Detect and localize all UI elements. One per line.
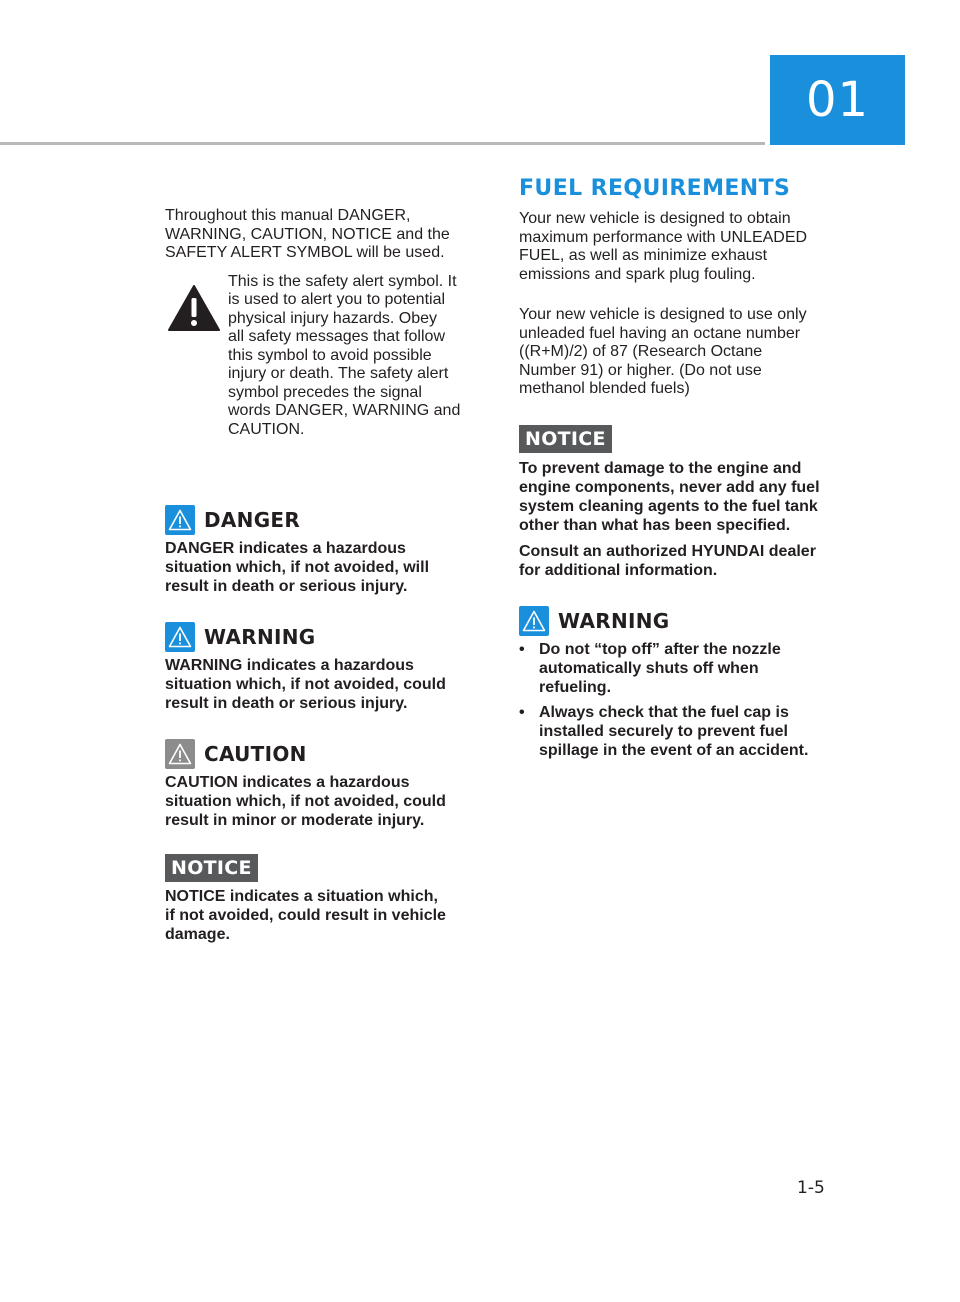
warning-triangle-icon (168, 285, 220, 331)
danger-warning-triangle-icon (165, 505, 195, 535)
fuel-notice-text-1: To prevent damage to the engine and engine components, never add any fuel system cleaning agents to the fuel tank other than what has been specified. (519, 459, 820, 534)
bullet-icon: • (519, 640, 525, 658)
danger-text: DANGER indicates a hazardous situation which, if not avoided, will result in death or serious injury. (165, 539, 430, 595)
list-item: • Do not “top off” after the nozzle automatically shuts off when refueling. (519, 640, 781, 696)
caution-text: CAUTION indicates a hazardous situation which, if not avoided, could result in minor or moderate injury. (165, 773, 446, 829)
danger-label: DANGER (204, 507, 301, 532)
warning-triangle-icon (519, 606, 549, 636)
left-column (165, 207, 475, 944)
caution-block (165, 739, 475, 830)
notice-text: NOTICE indicates a situation which, if not avoided, could result in vehicle damage. (165, 887, 446, 943)
fuel-notice-block (519, 425, 839, 580)
warning-heading (165, 622, 475, 652)
bullet-icon: • (519, 703, 525, 721)
caution-triangle-icon (165, 739, 195, 769)
fuel-paragraph-2: Your new vehicle is designed to use only unleaded fuel having an octane number ((R+M)/2) of 87 (Research Octane Number 91) or higher. (Do not use methanol blended fuels) (519, 306, 807, 397)
danger-block (165, 505, 475, 596)
caution-label: CAUTION (204, 741, 307, 766)
list-item: • Always check that the fuel cap is installed securely to prevent fuel spillage in the event of an accident. (519, 703, 809, 759)
page-number: 1-5 (797, 1178, 825, 1198)
fuel-warning-label: WARNING (558, 608, 670, 633)
warning-block (165, 622, 475, 713)
warning-text: WARNING indicates a hazardous situation which, if not avoided, could result in death or serious injury. (165, 656, 446, 712)
alert-symbol-description: This is the safety alert symbol. It is used to alert you to potential physical injury hazards. Obey all safety messages that follow this symbol to avoid possible injury or death. The safety alert symbol precedes the signal words DANGER, WARNING and CAUTION. (228, 272, 461, 438)
warning-label: WARNING (204, 624, 316, 649)
chapter-number: 01 (805, 72, 870, 128)
fuel-warning-heading (519, 606, 839, 636)
chapter-tab (770, 55, 905, 145)
notice-badge: NOTICE (165, 854, 258, 882)
notice-badge: NOTICE (519, 425, 612, 453)
header-rule (0, 142, 765, 145)
danger-heading (165, 505, 475, 535)
safety-alert-symbol-block (165, 273, 475, 449)
warning-triangle-icon (165, 622, 195, 652)
intro-paragraph: Throughout this manual DANGER, WARNING, CAUTION, NOTICE and the SAFETY ALERT SYMBOL will be used. (165, 207, 450, 261)
right-column (519, 174, 839, 760)
fuel-warning-block (519, 606, 839, 760)
section-title: FUEL REQUIREMENTS (519, 176, 791, 201)
fuel-warning-list (519, 640, 839, 760)
fuel-notice-text-2: Consult an authorized HYUNDAI dealer for additional information. (519, 542, 816, 579)
notice-block (165, 854, 475, 944)
caution-heading (165, 739, 475, 769)
fuel-paragraph-1: Your new vehicle is designed to obtain maximum performance with UNLEADED FUEL, as well as minimize exhaust emissions and spark plug fouling. (519, 210, 808, 283)
